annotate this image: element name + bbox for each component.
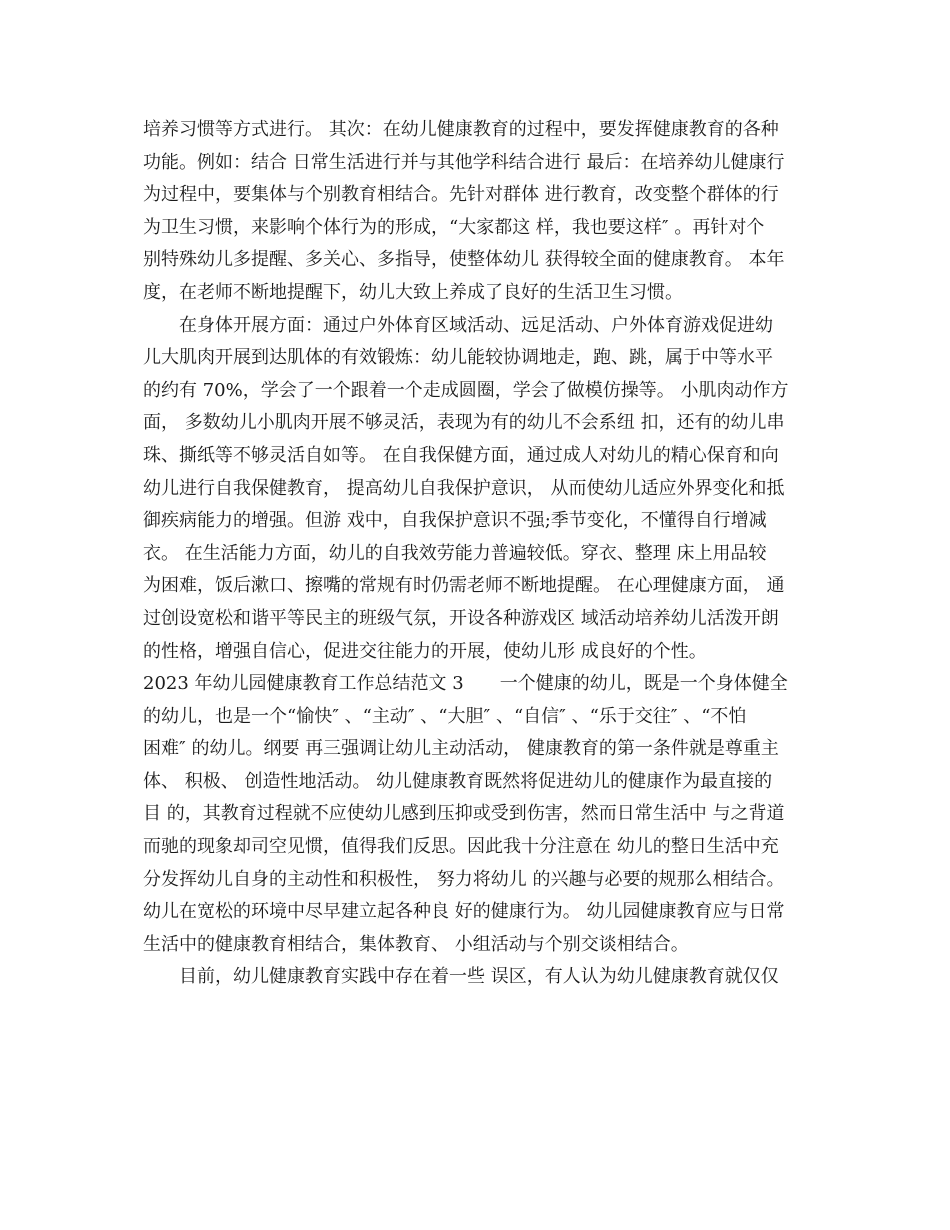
text-line: 幼儿进行自我保健教育， 提高幼儿自我保护意识， 从而使幼儿适应外界变化和抵 xyxy=(143,477,785,499)
paragraph-start-line: 目前，幼儿健康教育实践中存在着一些 误区，有人认为幼儿健康教育就仅仅 xyxy=(179,966,779,988)
text-line: 过创设宽松和谐平等民主的班级气氛，开设各种游戏区 域活动培养幼儿活泼开朗 xyxy=(143,607,779,629)
text-line: 而驰的现象却司空见惯，值得我们反思。因此我十分注意在 幼儿的整日生活中充 xyxy=(143,836,779,858)
text-line: 目 的，其教育过程就不应使幼儿感到压抑或受到伤害，然而日常生活中 与之背道 xyxy=(143,803,785,825)
section-heading-line: 2023 年幼儿园健康教育工作总结范文 3 一个健康的幼儿，既是一个身体健全 xyxy=(143,673,788,695)
text-line: 的幼儿，也是一个“愉快″ 、“主动″ 、“大胆″ 、“自信″ 、“乐于交往″ 、“不怕 xyxy=(143,705,747,727)
text-line: 的性格，增强自信心，促进交往能力的开展，使幼儿形 成良好的个性。 xyxy=(143,640,707,662)
text-line: 衣。 在生活能力方面，幼儿的自我效劳能力普遍较低。穿衣、整理 床上用品较 xyxy=(143,542,767,564)
document-body xyxy=(143,114,811,994)
text-line: 为卫生习惯，来影响个体行为的形成，“大家都这 样，我也要这样″ 。再针对个 xyxy=(143,216,765,238)
text-line: 分发挥幼儿自身的主动性和积极性， 努力将幼儿 的兴趣与必要的规那么相结合。 xyxy=(143,868,785,890)
paragraph-start-line: 在身体开展方面：通过户外体育区域活动、远足活动、户外体育游戏促进幼 xyxy=(179,314,773,336)
text-line: 困难″ 的幼儿。纲要 再三强调让幼儿主动活动， 健康教育的第一条件就是尊重主 xyxy=(143,738,779,760)
text-line: 幼儿在宽松的环境中尽早建立起各种良 好的健康行为。 幼儿园健康教育应与日常 xyxy=(143,901,785,923)
text-line: 为困难，饭后漱口、擦嘴的常规有时仍需老师不断地提醒。 在心理健康方面， 通 xyxy=(143,575,785,597)
text-line: 为过程中，要集体与个别教育相结合。先针对群体 进行教育，改变整个群体的行 xyxy=(143,184,779,206)
text-line: 功能。例如：结合 日常生活进行并与其他学科结合进行 最后：在培养幼儿健康行 xyxy=(143,151,785,173)
text-line: 生活中的健康教育相结合，集体教育、 小组活动与个别交谈相结合。 xyxy=(143,933,689,955)
text-line: 培养习惯等方式进行。 其次：在幼儿健康教育的过程中，要发挥健康教育的各种 xyxy=(143,119,779,140)
text-line: 面， 多数幼儿小肌肉开展不够灵活，表现为有的幼儿不会系纽 扣，还有的幼儿串 xyxy=(143,412,785,434)
text-line: 别特殊幼儿多提醒、多关心、多指导，使整体幼儿 获得较全面的健康教育。 本年 xyxy=(143,249,785,271)
text-line: 体、 积极、 创造性地活动。 幼儿健康教育既然将促进幼儿的健康作为最直接的 xyxy=(143,770,773,792)
text-line: 御疾病能力的增强。但游 戏中，自我保护意识不强;季节变化，不懂得自行增减 xyxy=(143,510,767,532)
text-line: 儿大肌肉开展到达肌体的有效锻炼：幼儿能较协调地走，跑、跳，属于中等水平 xyxy=(143,347,773,369)
text-line: 珠、撕纸等不够灵活自如等。 在自我保健方面，通过成人对幼儿的精心保育和向 xyxy=(143,444,779,466)
text-line: 度，在老师不断地提醒下，幼儿大致上养成了良好的生活卫生习惯。 xyxy=(143,281,683,303)
text-line: 的约有 70%，学会了一个跟着一个走成圆圈，学会了做模仿操等。 小肌肉动作方 xyxy=(143,379,789,401)
